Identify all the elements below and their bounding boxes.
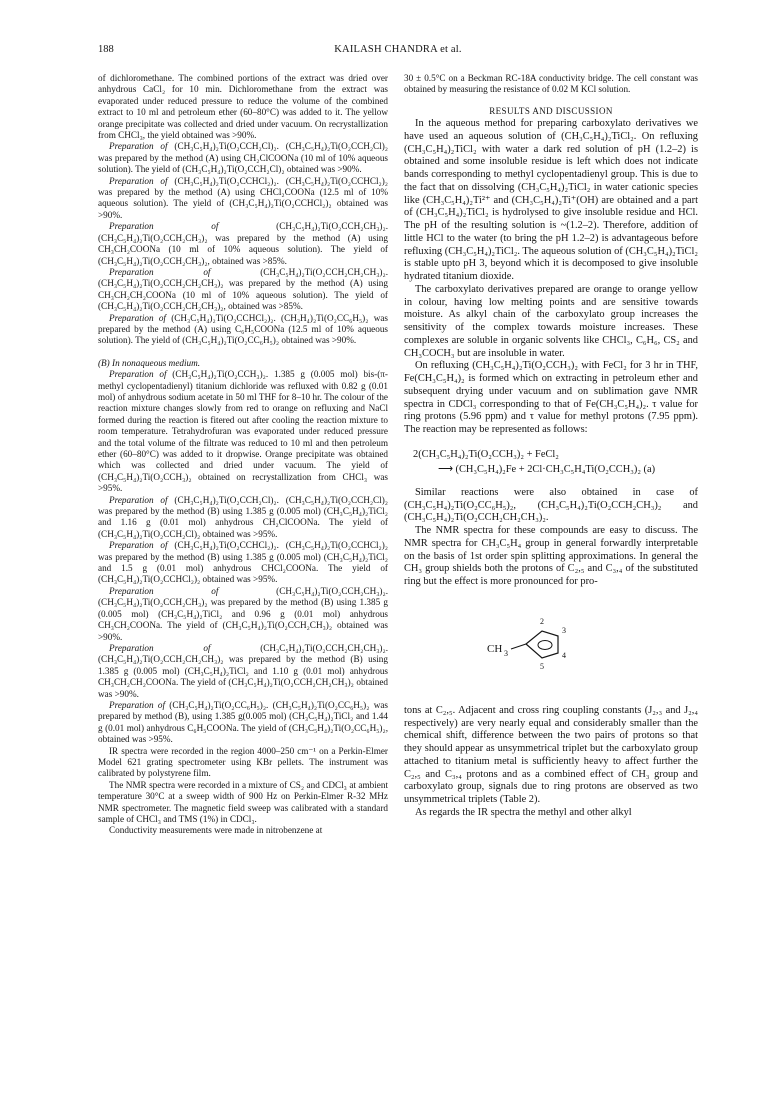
left-column	[98, 73, 388, 837]
position-label: 5	[540, 661, 544, 671]
paragraph-text: (CH₃C₅H₄)₂Ti(O₂CCH₂CH₃)₂. (CH₃C₅H₄)₂Ti(O₂CCH₂CH₃)₂ was prepared by the method (A) using CH₃CH₂COONa (10 ml of 10% aqueous solution). The yield of (CH₃C₅H₄)₂Ti(O₂CCH₂CH₃)₂, obtained was >85%.	[98, 221, 388, 266]
paragraph: Similar reactions were also obtained in case of (CH₃C₅H₄)₂Ti(O₂CC₆H₅)₂, (CH₃C₅H₄)₂Ti(O₂CCH₂CH₃)₂ and (CH₃C₅H₄)₂Ti(O₂CCH₂CH₂CH₃)₂.	[404, 486, 698, 524]
position-label: 2	[540, 616, 544, 626]
paragraph-text: (CH₃C₅H₄)₂Ti(O₂CCHCl₂)₂. (CH₃C₅H₄)₂Ti(O₂CCHCl₂)₂ was prepared by the method (A) using CHCl₂COONa (12.5 ml of 10% aqueous solution). The yield of (CH₃C₅H₄)₂Ti(O₂CCHCl₂)₂ obtained was >90%.	[98, 175, 388, 220]
page-number: 188	[98, 44, 114, 55]
subheading: Preparation of	[109, 642, 211, 653]
paragraph-text: (CH₃C₅H₄)₂Ti(O₂CCH₂Cl)₂. (CH₃C₅H₄)₂Ti(O₂CCH₂Cl)₂ was prepared by the method (A) using CH₂ClCOONa (10 ml of 10% aqueous solution). The yield of (CH₃C₅H₄)₂Ti(O₂CCH₂Cl)₂ obtained was >90%.	[98, 141, 388, 175]
methyl-bond	[511, 644, 526, 649]
paragraph: 30 ± 0.5°C on a Beckman RC-18A conductivity bridge. The cell constant was obtained by measuring the resistance of 0.02 M KCl solution.	[404, 73, 698, 95]
page-header	[98, 44, 698, 58]
paragraph	[98, 221, 388, 267]
paragraph: tons at C₂,₅. Adjacent and cross ring coupling constants (J₂,₃ and J₂,₄ respectively) are very nearly equal and considerably smaller than the chemical shift, difference between the two pairs of protons so that they should appear as unsymmetrical triplet but the carboxylato group attached to titanium metal is sufficiently heavy to affect further the C₂,₅ and C₃,₄ protons and as a combined effect of CH₃ group and carboxylato group, signals due to ring protons are observed as two unsymmetrical triplets (Table 2).	[404, 704, 698, 806]
paragraph	[98, 369, 388, 494]
paragraph: The NMR spectra for these compounds are easy to discuss. The NMR spectra for CH₃C₅H₄ group in general forwardly interpretable on the basis of 1st order spin splitting approximations. In general the CH₃ group shields both the protons of C₂,₅ and C₃,₄ of the substituted ring but the effect is more pronounced for pro-	[404, 525, 698, 588]
paragraph-text: (CH₃C₅H₄)₂Ti(O₂CCH₂CH₃)₂. (CH₃C₅H₄)₂Ti(O₂CCH₂CH₃)₂ was prepared by the method (B) using 1.385 g (0.005 mol) (CH₃C₅H₄)₂TiCl₂ and 0.96 g (0.01 mol) anhydrous CH₃CH₂COONa. The yield of (CH₃C₅H₄)₂Ti(O₂CCH₂CH₃)₂ obtained was >90%.	[98, 585, 388, 642]
paragraph	[98, 141, 388, 175]
paragraph-text: (CH₃C₅H₄)₂Ti(O₂CCH₂CH₂CH₃)₂. (CH₃C₅H₄)₂Ti(O₂CCH₂CH₂CH₃)₂ was prepared by the method (A) using CH₃CH₂CH₂COONa (10 ml of 10% aqueous solution). The yield of (CH₃C₅H₄)₂Ti(O₂CCH₂CH₂CH₃)₂, obtained was >85%.	[98, 266, 388, 312]
cyclopentadienyl-ring	[526, 631, 558, 658]
paragraph: In the aqueous method for preparing carboxylato derivatives we have used an aqueous solution of (CH₃C₅H₄)₂TiCl₂. On refluxing (CH₃C₅H₄)₂TiCl₂ with water a dark red solution of pH (1.2–2) is obtained and some insoluble residue is left which does not indicate bands corresponding to methyl cyclopentadienyl group. This is due to the fact that on dissolving (CH₃C₅H₄)₂TiCl₂ in water cationic species like (CH₃C₅H₄)₂Ti²⁺ and (CH₃C₅H₄)₂Ti⁺(OH) are obtained and a part of (CH₃C₅H₄)₂TiCl₂ is hydrolysed to give insoluble residue and HCl. The pH of the resulting solution is ~(1.2–2). Therefore, addition of little HCl to the water (to bring the pH 1.2–2) is advantageous before refluxing (CH₃C₅H₄)₂TiCl₂. The aqueous solution of (CH₃C₅H₄)₂TiCl₂ is stable upto pH 3, beyond which it is decomposed to give insoluble hydrated titanium dioxide.	[404, 118, 698, 283]
paragraph	[98, 313, 388, 347]
paragraph	[98, 586, 388, 643]
paragraph-text: (CH₃C₅H₄)₂Ti(O₂CC₆H₅)₂. (CH₃C₅H₄)₂Ti(O₂CC₆H₅)₂ was prepared by method (B), using 1.385 g(0.005 mol) (CH₃C₅H₄)₂TiCl₂ and 1.44 g (0.01 mol) anhydrous C₆H₅COONa. The yield of (CH₃C₅H₄)₂Ti(O₂CC₆H₅)₂, obtained was >95%.	[98, 699, 388, 745]
reaction-equation	[404, 447, 698, 477]
paragraph	[98, 495, 388, 541]
paragraph	[98, 540, 388, 586]
subheading: Preparation of	[109, 266, 211, 277]
ring-circle	[538, 640, 552, 649]
paragraph: of dichloromethane. The combined portions of the extract was dried over anhydrous CaCl₂ for 10 min. Dichloromethane from the extract was evaporated under reduced pressure to reduce the volume of the combined extract to 10 ml and petroleum ether (60–80°C) was added to it. The yellow orange precipitate was collected and dried under vacuum. On recrystallization from CHCl₃, the yield obtained was >90%.	[98, 73, 388, 141]
structure-figure	[404, 589, 698, 705]
subheading: Preparation of	[109, 369, 167, 380]
paragraph: The NMR spectra were recorded in a mixture of CS₂ and CDCl₃ at ambient temperature 30°C at a sweep width of 900 Hz on Perkin-Elmer R-32 MHz NMR spectrometer. The magnetic field sweep was calibrated with a standard sample of CHCl₃ and TMS (1%) in CDCl₃.	[98, 779, 388, 824]
paragraph-text: (CH₃C₅H₄)₂Ti(O₂CCH₃)₂. 1.385 g (0.005 mol) bis-(π-methyl cyclopentadienyl) titanium dichloride was refluxed with 0.82 g (0.01 mol) of anhydrous sodium acetate in 50 ml THF for 8–10 hr. The colour of the reaction mixture changes slowly from red to orange on refluxing and NaCl formed during the reaction is fitered out after cooling the reaction mixture to room temperature. Tetrahydrofuran was evaporated under reduced pressure and the total volume of the filtrate was reduced to 10 ml and then petroleum ether (60–80°C) was added to it dropwise. Orange precipitate was obtained which was collected and dried under vacuum. The yield of (CH₃C₅H₄)₂Ti(O₂CCH₃)₂ obtained on recrystallization from CHCl₃ was >95%.	[98, 369, 388, 494]
section-heading: RESULTS AND DISCUSSION	[489, 105, 613, 116]
methylcyclopentadienyl-structure	[482, 591, 602, 703]
paragraph: As regards the IR spectra the methyl and other alkyl	[415, 806, 632, 818]
running-title: KAILASH CHANDRA et al.	[334, 44, 462, 55]
subheading: Preparation of	[109, 699, 166, 710]
subheading: Preparation of	[109, 175, 168, 186]
paragraph-text: (CH₃C₅H₄)₂Ti(O₂CCHCl₂)₂. (CH₃H₄)₂Ti(O₂CC₆H₅)₂ was prepared by the method (A) using C₆H₅COONa (12.5 ml of 10% aqueous solution). The yield of (CH₃C₅H₄)₂Ti(O₂CC₆H₅)₂ obtained was >90%.	[98, 312, 388, 346]
paragraph: IR spectra were recorded in the region 4000–250 cm⁻¹ on a Perkin-Elmer Model 621 grating spectrometer using KBr pellets. The instrument was calibrated by polystyrene film.	[98, 745, 388, 779]
equation-line: 2(CH₃C₅H₄)₂Ti(O₂CCH₃)₂ + FeCl₂	[413, 448, 559, 460]
paragraph-text: (CH₃C₅H₄)₂Ti(O₂CCH₂Cl)₂. (CH₃C₅H₄)₂Ti(O₂CCH₂Cl)₂ was prepared by the method (B) using 1.385 g (0.005 mol) (CH₃C₅H₄)₂TiCl₂ and 1.16 g (0.01 mol) anhydrous CH₂ClCOONa. The yield of (CH₃C₅H₄)₂Ti(O₂CCH₂Cl)₂ obtained was >95%.	[98, 494, 388, 539]
subheading: Preparation of	[109, 540, 168, 551]
paragraph: On refluxing (CH₃C₅H₄)₂Ti(O₂CCH₃)₂ with FeCl₂ for 3 hr in THF, Fe(CH₃C₅H₄)₂ is formed which on extracting in petroleum ether and subsequent drying under vacuum and on sublimation gave NMR spectra in CDCl₃ corresponding to that of Fe(CH₃C₅H₄)₂. τ value for ring protons (5.96 ppm) and τ value for methyl protons (7.95 ppm). The reaction may be represented as follows:	[404, 360, 698, 436]
methyl-label: CH	[487, 642, 503, 655]
subheading: Preparation of	[109, 585, 219, 596]
paragraph-text: (CH₃C₅H₄)₂Ti(O₂CCHCl₂)₂. (CH₃C₅H₄)₂Ti(O₂CCHCl₂)₂ was prepared by the method (B) using 1.385 g (0.005 mol) (CH₃C₅H₄)₂TiCl₂ and 1.5 g (0.01 mol) anhydrous CHCl₂COONa. The yield of (CH₃C₅H₄)₂Ti(O₂CCHCl₂)₂ obtained was >95%.	[98, 540, 388, 585]
methyl-subscript: 3	[504, 648, 508, 658]
subheading: Preparation of	[109, 141, 168, 152]
position-label: 4	[562, 650, 566, 660]
equation-line: ⟶ (CH₃C₅H₄)₂Fe + 2Cl·CH₃C₅H₄Ti(O₂CCH₃)₂ (a)	[438, 463, 656, 475]
paragraph	[98, 700, 388, 746]
subheading: Preparation of	[109, 221, 219, 232]
paragraph-text: (CH₃C₅H₄)₂Ti(O₂CCH₂CH₂CH₃)₂. (CH₃C₅H₄)₂Ti(O₂CCH₂CH₂CH₃)₂ was prepared by the method (B) using 1.385 g (0.005 mol) (CH₃C₅H₄)₂TiCl₂ and 1.10 g (0.01 mol) anhydrous CH₃CH₂CH₂COONa. The yield of (CH₃C₅H₄)₂Ti(O₂CCH₂CH₂CH₃)₂ obtained was >90%.	[98, 642, 388, 699]
paragraph	[98, 643, 388, 700]
subheading: Preparation of	[109, 312, 166, 323]
paragraph: Conductivity measurements were made in nitrobenzene at	[109, 825, 323, 836]
right-column	[404, 73, 698, 820]
paragraph: The carboxylato derivatives prepared are orange to orange yellow in colour, having low melting points and are sensitive towards moisture. As alkyl chain of the carboxylato group increases the sensitivity of the complex towards moisture increases. These complexes are soluble in organic solvents like CHCl₃, C₆H₆, CS₂ and CH₃COCH₃ but are insoluble in water.	[404, 283, 698, 359]
position-label: 3	[562, 625, 566, 635]
paragraph	[98, 176, 388, 222]
paragraph	[98, 267, 388, 313]
subheading: Preparation of	[109, 494, 168, 505]
section-heading: (B) In nonaqueous medium.	[98, 357, 201, 368]
